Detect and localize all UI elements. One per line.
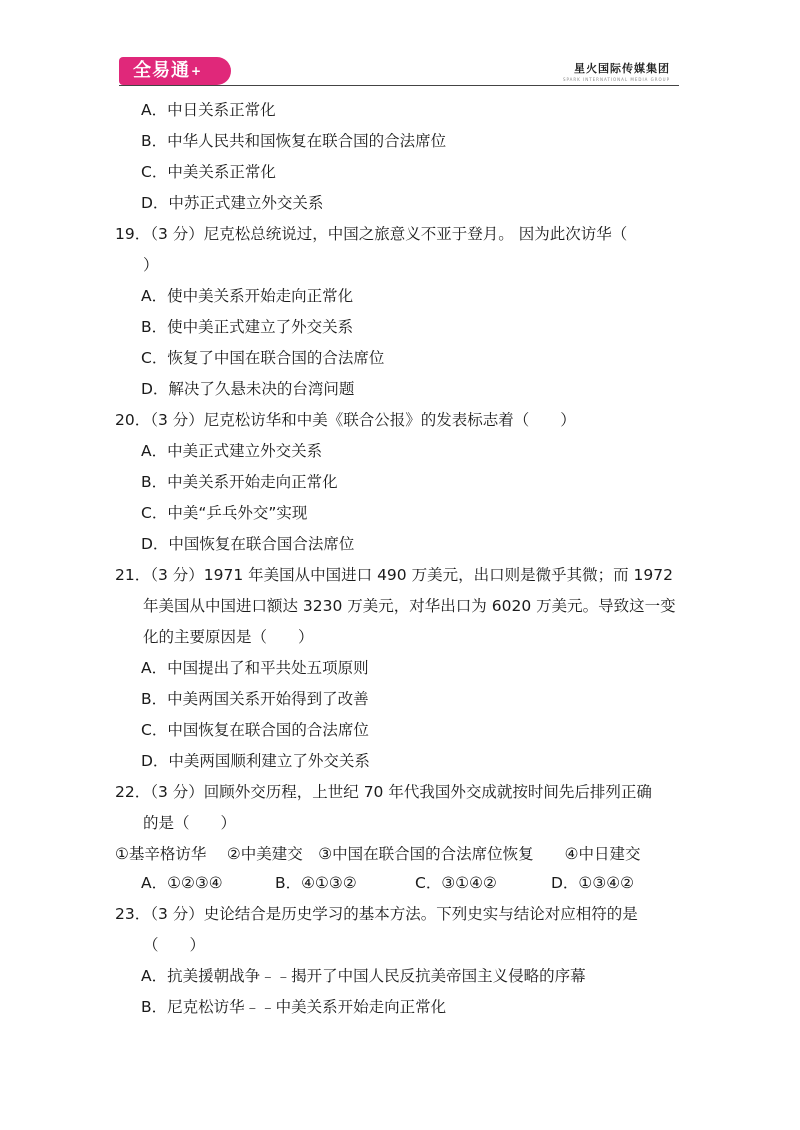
q21-option-b: B．中美两国关系开始得到了改善 bbox=[141, 690, 369, 708]
brand-logo bbox=[119, 57, 231, 85]
q23-stem-cont: （ ） bbox=[143, 936, 206, 954]
logo-plus: + bbox=[191, 64, 203, 78]
q22-stem: 22．（3 分）回顾外交历程，上世纪 70 年代我国外交成就按时间先后排列正确 bbox=[115, 783, 652, 801]
q19-stem-cont: ） bbox=[143, 256, 159, 274]
q21-stem-cont-1: 年美国从中国进口额达 3230 万美元，对华出口为 6020 万美元。导致这一变 bbox=[143, 597, 676, 615]
q19-option-b: B．使中美正式建立了外交关系 bbox=[141, 318, 354, 336]
q18-option-d: D．中苏正式建立外交关系 bbox=[141, 194, 324, 212]
q22-option-a: A．①②③④ bbox=[141, 874, 223, 892]
q20-option-d: D．中国恢复在联合国合法席位 bbox=[141, 535, 355, 553]
q19-option-c: C．恢复了中国在联合国的合法席位 bbox=[141, 349, 385, 367]
q22-option-b: B．④①③② bbox=[275, 874, 357, 892]
q19-option-d: D．解决了久悬未决的台湾问题 bbox=[141, 380, 355, 398]
q23-option-b: B．尼克松访华﹣﹣中美关系开始走向正常化 bbox=[141, 998, 447, 1016]
q22-option-d: D．①③④② bbox=[551, 874, 635, 892]
q19-option-a: A．使中美关系开始走向正常化 bbox=[141, 287, 354, 305]
q22-option-c: C．③①④② bbox=[415, 874, 497, 892]
logo-text: 全易通 bbox=[133, 60, 190, 81]
q20-option-a: A．中美正式建立外交关系 bbox=[141, 442, 323, 460]
q21-stem-cont-2: 化的主要原因是（ ） bbox=[143, 628, 314, 646]
q21-option-d: D．中美两国顺利建立了外交关系 bbox=[141, 752, 370, 770]
q23-stem: 23．（3 分）史论结合是历史学习的基本方法。下列史实与结论对应相符的是 bbox=[115, 905, 638, 923]
q21-option-c: C．中国恢复在联合国的合法席位 bbox=[141, 721, 369, 739]
header-divider bbox=[119, 85, 679, 86]
company-name bbox=[563, 60, 670, 82]
q20-stem: 20．（3 分）尼克松访华和中美《联合公报》的发表标志着（ ） bbox=[115, 411, 576, 429]
q18-option-a: A．中日关系正常化 bbox=[141, 101, 276, 119]
q23-option-a: A．抗美援朝战争﹣﹣揭开了中国人民反抗美帝国主义侵略的序幕 bbox=[141, 967, 586, 985]
q18-option-c: C．中美关系正常化 bbox=[141, 163, 276, 181]
company-name-en: SPARK INTERNATIONAL MEDIA GROUP bbox=[562, 77, 670, 82]
q22-events: ①基辛格访华 ②中美建交 ③中国在联合国的合法席位恢复 ④中日建交 bbox=[115, 845, 641, 863]
company-name-cn: 星火国际传媒集团 bbox=[574, 62, 670, 75]
page-header bbox=[0, 0, 800, 90]
q18-option-b: B．中华人民共和国恢复在联合国的合法席位 bbox=[141, 132, 447, 150]
q19-stem: 19．（3 分）尼克松总统说过，中国之旅意义不亚于登月。 因为此次访华（ bbox=[115, 225, 628, 243]
q22-stem-cont: 的是（ ） bbox=[143, 814, 237, 832]
q20-option-c: C．中美“乒乓外交”实现 bbox=[141, 504, 308, 522]
q20-option-b: B．中美关系开始走向正常化 bbox=[141, 473, 338, 491]
q21-option-a: A．中国提出了和平共处五项原则 bbox=[141, 659, 369, 677]
q21-stem: 21．（3 分）1971 年美国从中国进口 490 万美元，出口则是微乎其微；而 1972 bbox=[115, 566, 673, 584]
